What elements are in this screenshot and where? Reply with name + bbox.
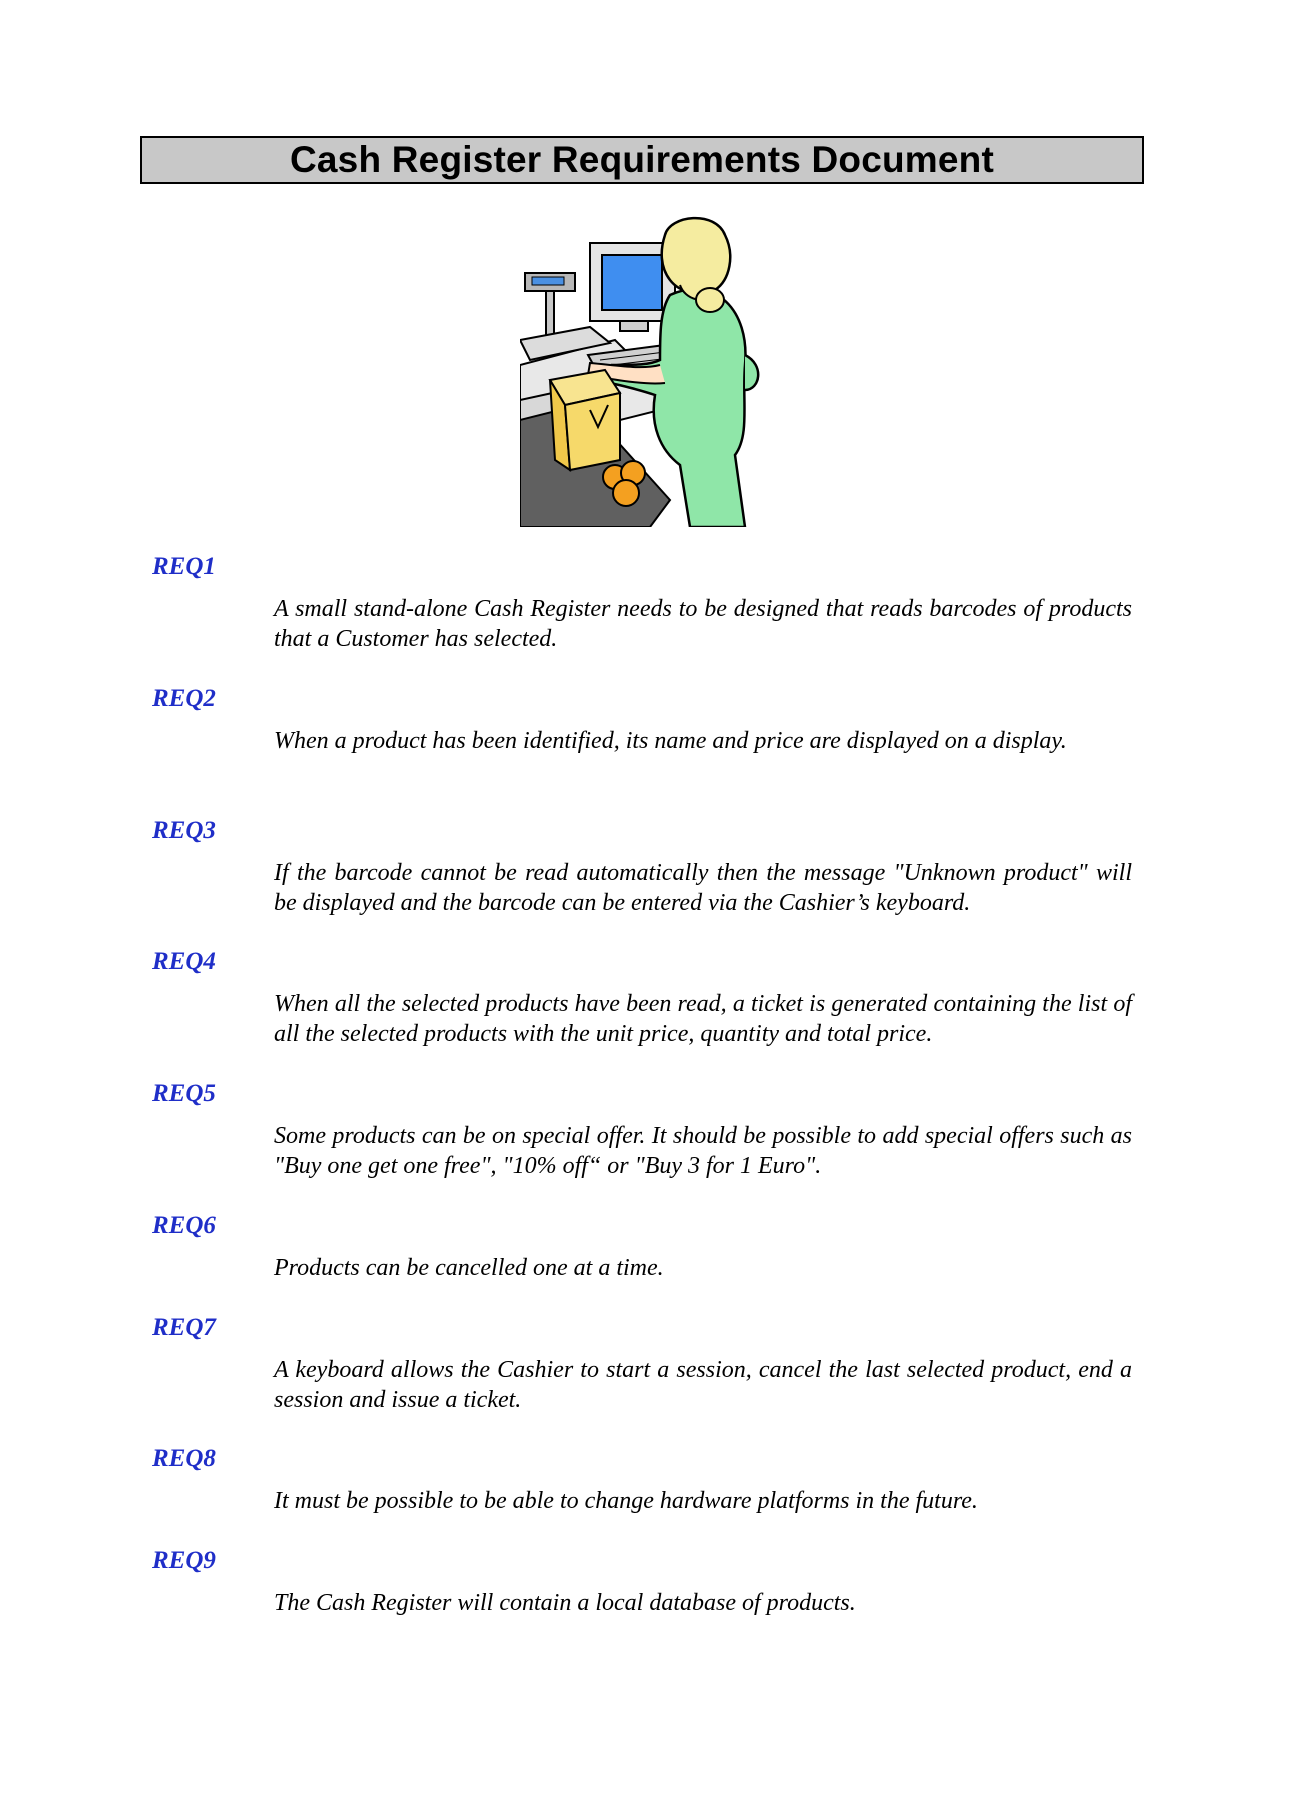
requirement-text: Some products can be on special offer. It should be possible to add special offers such as "Buy one get one free", "10% off“ or "Buy 3 for 1 Euro". — [274, 1123, 1132, 1179]
requirement-text: Products can be cancelled one at a time. — [274, 1255, 664, 1281]
requirement-label: REQ2 — [152, 685, 216, 712]
requirement-text: A small stand-alone Cash Register needs to be designed that reads barcodes of products that a Customer has selected. — [274, 596, 1132, 652]
requirement-text: A keyboard allows the Cashier to start a session, cancel the last selected product, end a session and issue a ticket. — [274, 1357, 1132, 1413]
requirement-label: REQ7 — [152, 1314, 216, 1341]
requirement-label: REQ1 — [152, 553, 216, 580]
cashier-at-register-illustration — [520, 215, 770, 527]
page-title: Cash Register Requirements Document — [289, 139, 994, 180]
requirement-text: The Cash Register will contain a local database of products. — [274, 1590, 856, 1616]
requirement-label: REQ4 — [152, 948, 216, 975]
requirement-label: REQ8 — [152, 1445, 216, 1472]
requirement-text: It must be possible to be able to change hardware platforms in the future. — [274, 1488, 978, 1514]
requirement-text: When a product has been identified, its name and price are displayed on a display. — [274, 728, 1067, 754]
requirement-label: REQ5 — [152, 1080, 216, 1107]
title-banner — [140, 136, 1144, 184]
requirement-label: REQ9 — [152, 1547, 216, 1574]
requirement-label: REQ3 — [152, 817, 216, 844]
requirement-text: When all the selected products have been read, a ticket is generated containing the list of all the selected products with the unit price, quantity and total price. — [274, 991, 1132, 1047]
requirement-text: If the barcode cannot be read automatically then the message "Unknown product" will be displayed and the barcode can be entered via the Cashier’s keyboard. — [274, 860, 1132, 916]
requirement-label: REQ6 — [152, 1212, 216, 1239]
